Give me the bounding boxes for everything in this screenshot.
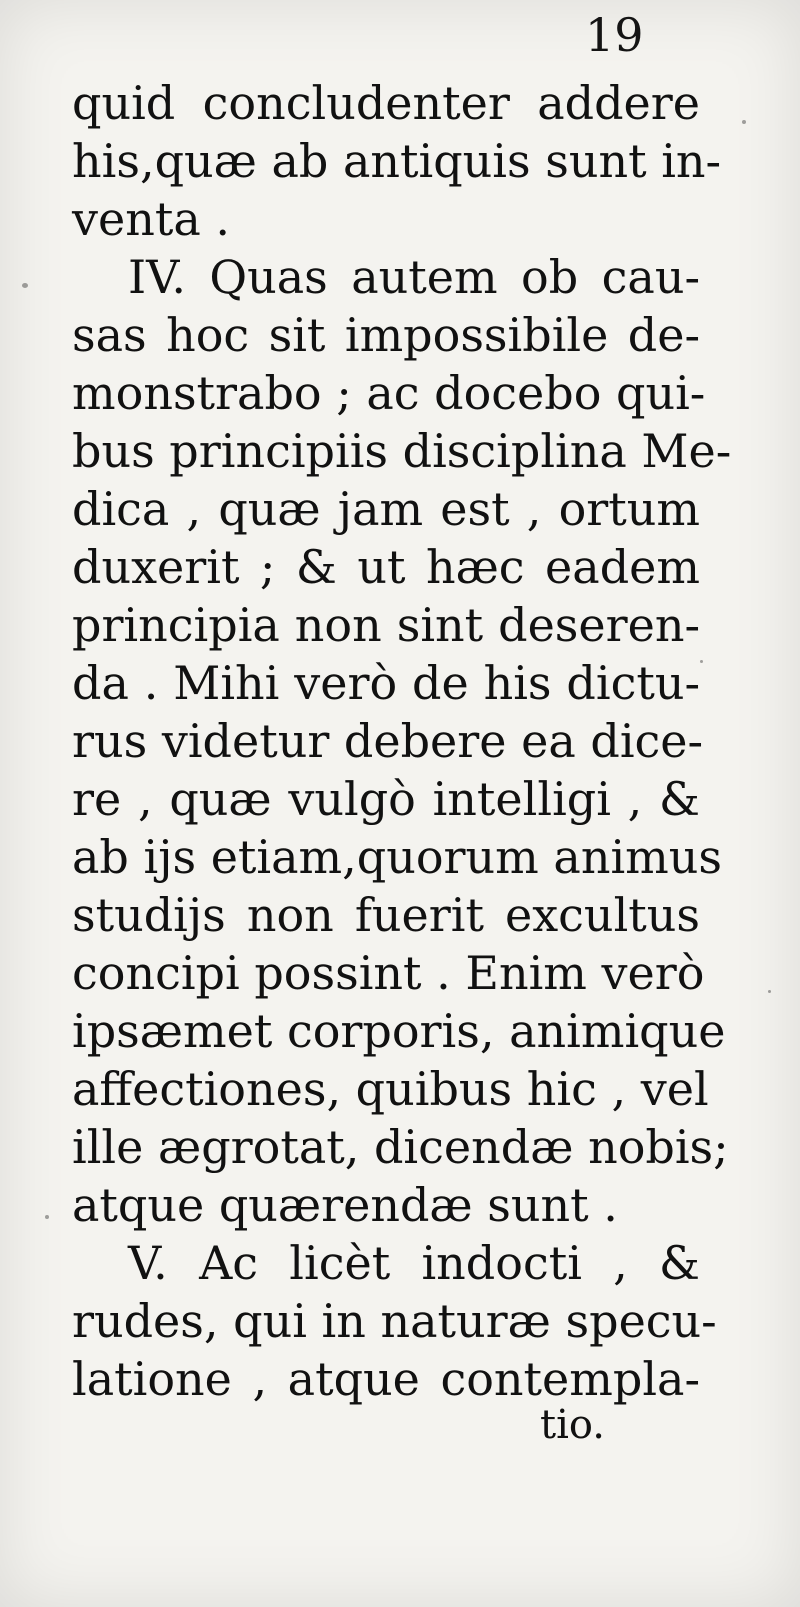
text-line: sas hoc sit impossibile de- bbox=[72, 308, 700, 362]
text-line: affectiones, quibus hic , vel bbox=[72, 1062, 709, 1116]
text-line: monstrabo ; ac docebo qui- bbox=[72, 366, 706, 420]
text-line: ille ægrotat, dicendæ nobis; bbox=[72, 1120, 729, 1174]
page-number: 19 bbox=[585, 8, 644, 62]
text-line: atque quærendæ sunt . bbox=[72, 1178, 618, 1232]
text-line: bus principiis disciplina Me- bbox=[72, 424, 732, 478]
paper-speck bbox=[22, 283, 28, 288]
text-line: venta . bbox=[72, 192, 230, 246]
paper-speck bbox=[742, 120, 746, 124]
paper-speck bbox=[45, 1215, 49, 1219]
text-line: da . Mihi verò de his dictu- bbox=[72, 656, 700, 710]
text-line: dica , quæ jam est , ortum bbox=[72, 482, 700, 536]
text-line: studijs non fuerit excultus bbox=[72, 888, 700, 942]
paper-speck bbox=[768, 990, 771, 993]
text-line: re , quæ vulgò intelligi , & bbox=[72, 772, 700, 826]
text-line: concipi possint . Enim verò bbox=[72, 946, 705, 1000]
text-line: V. Ac licèt indocti , & bbox=[128, 1236, 700, 1290]
paper-speck bbox=[700, 660, 703, 663]
text-line: quid concludenter addere bbox=[72, 76, 700, 130]
text-line: IV. Quas autem ob cau- bbox=[128, 250, 700, 304]
text-line: rudes, qui in naturæ specu- bbox=[72, 1294, 717, 1348]
catchword: tio. bbox=[540, 1402, 605, 1448]
text-line: rus videtur debere ea dice- bbox=[72, 714, 704, 768]
text-line: duxerit ; & ut hæc eadem bbox=[72, 540, 700, 594]
text-line: latione , atque contempla- bbox=[72, 1352, 700, 1406]
text-line: ab ijs etiam,quorum animus bbox=[72, 830, 723, 884]
text-line: his,quæ ab antiquis sunt in- bbox=[72, 134, 722, 188]
text-line: principia non sint deseren- bbox=[72, 598, 700, 652]
text-line: ipsæmet corporis, animique bbox=[72, 1004, 726, 1058]
